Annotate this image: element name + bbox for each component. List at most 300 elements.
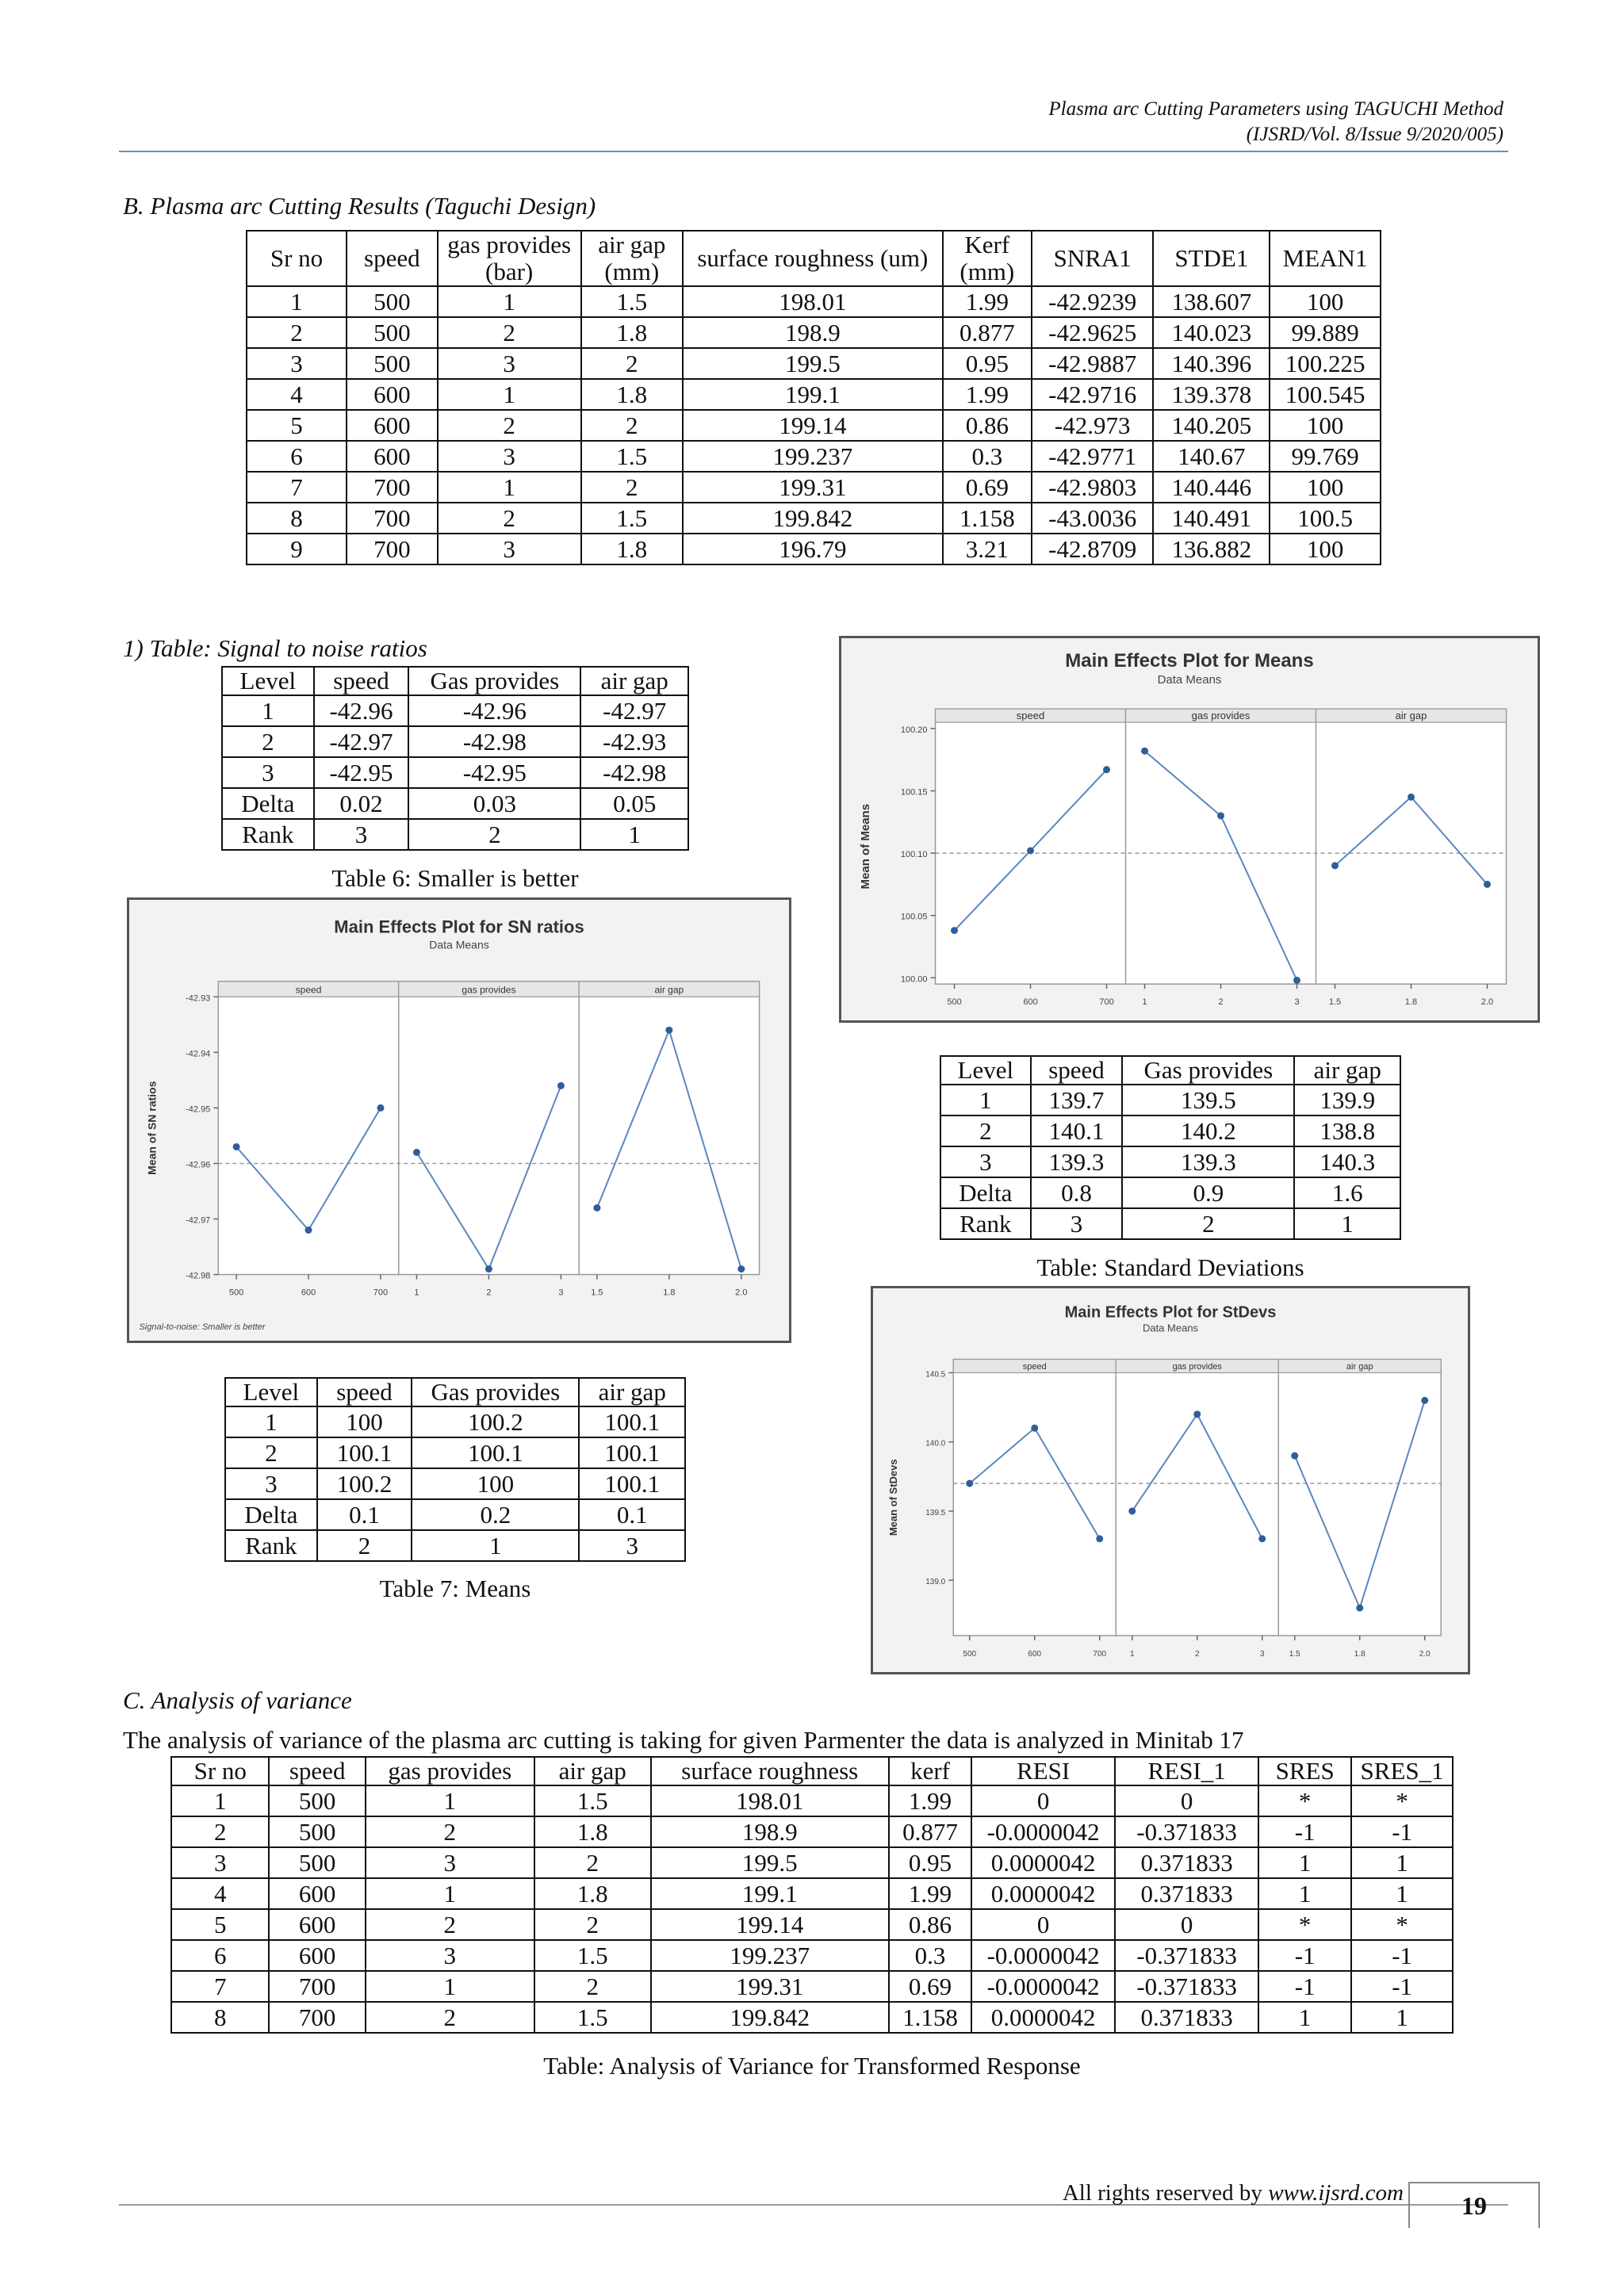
table-cell: 2 xyxy=(222,726,314,757)
section-b-title: B. Plasma arc Cutting Results (Taguchi Design) xyxy=(123,192,596,220)
plot-area xyxy=(936,709,1507,984)
table-cell: 0.69 xyxy=(889,1971,971,2002)
column-header: Gas provides xyxy=(1122,1056,1294,1085)
data-point xyxy=(377,1104,384,1112)
table-cell: 600 xyxy=(269,1909,365,1940)
table-cell: 139.378 xyxy=(1153,379,1270,410)
data-point xyxy=(951,927,958,934)
table-cell: -42.9716 xyxy=(1032,379,1154,410)
table-cell: 0.03 xyxy=(408,788,580,819)
data-point xyxy=(1331,862,1339,869)
table-cell: 139.5 xyxy=(1122,1085,1294,1115)
table-cell: * xyxy=(1351,1909,1453,1940)
table-cell: 1.5 xyxy=(581,286,683,317)
table-row xyxy=(247,410,1381,441)
data-point xyxy=(737,1265,745,1272)
header-rule xyxy=(119,151,1508,152)
data-point xyxy=(413,1149,420,1156)
table-row xyxy=(940,1085,1400,1115)
table-cell: 100.2 xyxy=(317,1468,412,1499)
column-header: speed xyxy=(314,667,409,695)
table-cell: 140.023 xyxy=(1153,317,1270,348)
column-header: STDE1 xyxy=(1153,231,1270,286)
section-c-text: The analysis of variance of the plasma arc cutting is taking for given Parmenter the data is analyzed in Minitab 17 xyxy=(123,1726,1244,1754)
table-cell: 1.5 xyxy=(534,1940,651,1971)
table-cell: 140.67 xyxy=(1153,441,1270,472)
table-cell: 2 xyxy=(317,1530,412,1561)
table-cell: -42.9803 xyxy=(1032,472,1154,503)
column-header: speed xyxy=(269,1757,365,1785)
table-cell: 2 xyxy=(534,1971,651,2002)
data-point xyxy=(1356,1605,1363,1612)
table-cell: 600 xyxy=(347,379,438,410)
data-point xyxy=(665,1027,672,1034)
table-cell: 0.3 xyxy=(889,1940,971,1971)
y-tick-label: 140.5 xyxy=(925,1370,946,1380)
table-cell: 1.5 xyxy=(581,503,683,534)
table-cell: 199.5 xyxy=(651,1847,889,1878)
table-cell: 136.882 xyxy=(1153,534,1270,564)
table-cell: 600 xyxy=(269,1878,365,1909)
y-tick-label: -42.97 xyxy=(186,1215,211,1226)
data-point xyxy=(1128,1507,1136,1514)
table-cell: * xyxy=(1258,1785,1351,1816)
table-cell: 198.9 xyxy=(651,1816,889,1847)
table-cell: 1.8 xyxy=(581,379,683,410)
table-cell: 1 xyxy=(366,1971,534,2002)
y-tick-label: -42.95 xyxy=(186,1104,211,1115)
table-row xyxy=(171,1785,1453,1816)
x-tick-label: 700 xyxy=(373,1288,389,1298)
table-cell: 700 xyxy=(347,534,438,564)
column-header: SRES xyxy=(1258,1757,1351,1785)
table-cell: 198.01 xyxy=(651,1785,889,1816)
data-point xyxy=(1141,748,1148,755)
panel-name: speed xyxy=(1016,709,1045,721)
table-cell: -42.96 xyxy=(314,695,409,726)
chart-footnote: Signal-to-noise: Smaller is better xyxy=(139,1322,266,1332)
column-header: speed xyxy=(1031,1056,1123,1085)
table-cell: Delta xyxy=(940,1177,1031,1208)
table-cell: 2 xyxy=(1122,1208,1294,1239)
y-tick-label: 100.05 xyxy=(900,912,928,922)
x-tick-label: 2.0 xyxy=(1480,997,1494,1008)
plot-area xyxy=(953,1360,1441,1636)
table-cell: 140.3 xyxy=(1294,1146,1400,1177)
chart-title: Main Effects Plot for SN ratios xyxy=(334,916,584,937)
table-cell: -42.973 xyxy=(1032,410,1154,441)
table-cell: 700 xyxy=(347,472,438,503)
table-cell: 199.237 xyxy=(683,441,943,472)
y-tick-label: -42.98 xyxy=(186,1271,211,1281)
running-header xyxy=(1048,97,1503,147)
table-cell: -42.9625 xyxy=(1032,317,1154,348)
data-point xyxy=(1484,881,1491,888)
table-cell: 3 xyxy=(247,348,347,379)
table-cell: 2 xyxy=(171,1816,269,1847)
table-cell: 199.5 xyxy=(683,348,943,379)
table-cell: 100.1 xyxy=(412,1437,579,1468)
stdev-table xyxy=(940,1055,1401,1240)
y-axis-label: Mean of Means xyxy=(859,803,873,890)
x-tick-label: 3 xyxy=(558,1288,564,1298)
table-cell: 1.99 xyxy=(943,286,1032,317)
x-tick-label: 700 xyxy=(1093,1650,1107,1659)
table-row xyxy=(225,1437,685,1468)
table-cell: 1 xyxy=(1294,1208,1400,1239)
column-header: Sr no xyxy=(171,1757,269,1785)
table-cell: 3 xyxy=(225,1468,317,1499)
table-cell: 9 xyxy=(247,534,347,564)
column-header: MEAN1 xyxy=(1270,231,1381,286)
y-tick-label: -42.96 xyxy=(186,1160,211,1170)
table-row xyxy=(247,286,1381,317)
table-row xyxy=(225,1468,685,1499)
table-cell: 0.0000042 xyxy=(971,1878,1115,1909)
table-cell: 2 xyxy=(438,410,581,441)
table-cell: 1.158 xyxy=(943,503,1032,534)
table-cell: 2 xyxy=(225,1437,317,1468)
table-cell: 2 xyxy=(247,317,347,348)
page-number: 19 xyxy=(1408,2182,1540,2228)
table-cell: Rank xyxy=(222,819,314,850)
column-header: SNRA1 xyxy=(1032,231,1154,286)
table-cell: 0.9 xyxy=(1122,1177,1294,1208)
table-cell: 500 xyxy=(347,286,438,317)
table-cell: 199.1 xyxy=(651,1878,889,1909)
x-tick-label: 3 xyxy=(1259,1650,1265,1659)
x-tick-label: 1.8 xyxy=(663,1288,676,1298)
table-cell: 1 xyxy=(222,695,314,726)
table-cell: 0.86 xyxy=(889,1909,971,1940)
table-cell: 1.8 xyxy=(581,534,683,564)
table-cell: 1.8 xyxy=(534,1816,651,1847)
table-cell: -42.98 xyxy=(580,757,688,788)
table-row xyxy=(940,1115,1400,1146)
footer-rights-text: All rights reserved by xyxy=(1062,2180,1262,2206)
table-cell: 100 xyxy=(1270,472,1381,503)
data-point xyxy=(1031,1425,1038,1432)
table-cell: 1.8 xyxy=(581,317,683,348)
section-c-title: C. Analysis of variance xyxy=(123,1686,352,1714)
data-point xyxy=(1421,1397,1428,1404)
table-cell: 3 xyxy=(438,534,581,564)
data-point xyxy=(593,1204,600,1211)
table-cell: 1 xyxy=(1351,1878,1453,1909)
table-cell: 0.0000042 xyxy=(971,2002,1115,2033)
y-tick-label: 100.20 xyxy=(900,725,928,735)
table-cell: 6 xyxy=(171,1940,269,1971)
table-cell: -0.371833 xyxy=(1115,1940,1258,1971)
table-cell: 700 xyxy=(347,503,438,534)
panel-name: air gap xyxy=(654,984,684,996)
table-cell: -42.95 xyxy=(314,757,409,788)
table-cell: 3 xyxy=(438,348,581,379)
table-row xyxy=(247,317,1381,348)
data-point xyxy=(1096,1535,1103,1542)
table-cell: 3 xyxy=(366,1940,534,1971)
table-cell: 0.2 xyxy=(412,1499,579,1530)
table-row xyxy=(171,1940,1453,1971)
y-axis-label: Mean of SN ratios xyxy=(145,1081,159,1175)
column-header: speed xyxy=(347,231,438,286)
table-row xyxy=(247,534,1381,564)
table-cell: 1 xyxy=(171,1785,269,1816)
data-point xyxy=(233,1143,240,1150)
table-cell: 0.371833 xyxy=(1115,2002,1258,2033)
footer-rights xyxy=(1063,2180,1404,2206)
table-cell: 100.545 xyxy=(1270,379,1381,410)
table-cell: 8 xyxy=(171,2002,269,2033)
table-cell: 500 xyxy=(347,348,438,379)
y-tick-label: -42.94 xyxy=(186,1049,211,1059)
table-cell: -0.0000042 xyxy=(971,1940,1115,1971)
table-cell: 199.14 xyxy=(683,410,943,441)
sn-table-caption: Table 6: Smaller is better xyxy=(331,864,579,892)
x-tick-label: 1.5 xyxy=(1289,1650,1300,1659)
table-cell: -43.0036 xyxy=(1032,503,1154,534)
table-row xyxy=(247,503,1381,534)
x-tick-label: 2 xyxy=(486,1288,492,1298)
table-cell: 2 xyxy=(581,472,683,503)
table-row xyxy=(940,1177,1400,1208)
x-tick-label: 600 xyxy=(1023,997,1038,1008)
table-cell: 139.3 xyxy=(1031,1146,1123,1177)
x-tick-label: 600 xyxy=(301,1288,316,1298)
table-cell: 1 xyxy=(438,286,581,317)
column-header: air gap xyxy=(579,1378,685,1406)
table-cell: 138.607 xyxy=(1153,286,1270,317)
table-cell: 3 xyxy=(1031,1208,1123,1239)
y-tick-label: 100.00 xyxy=(900,974,928,985)
table-cell: 3 xyxy=(366,1847,534,1878)
x-tick-label: 1.5 xyxy=(1328,997,1342,1008)
data-point xyxy=(1193,1410,1201,1418)
table-cell: 500 xyxy=(269,1847,365,1878)
table-cell: Delta xyxy=(222,788,314,819)
table-cell: 0.1 xyxy=(317,1499,412,1530)
table-cell: -1 xyxy=(1258,1971,1351,2002)
column-header: Sr no xyxy=(247,231,347,286)
table-cell: 0.05 xyxy=(580,788,688,819)
data-point xyxy=(966,1480,973,1487)
table-cell: 2 xyxy=(438,317,581,348)
table-cell: 1 xyxy=(1258,1847,1351,1878)
table-cell: -0.0000042 xyxy=(971,1816,1115,1847)
table-cell: 5 xyxy=(171,1909,269,1940)
x-tick-label: 1 xyxy=(1129,1650,1135,1659)
table-cell: -42.9887 xyxy=(1032,348,1154,379)
x-tick-label: 3 xyxy=(1294,997,1300,1008)
table-cell: 2 xyxy=(408,819,580,850)
table-cell: -42.95 xyxy=(408,757,580,788)
table-cell: 6 xyxy=(247,441,347,472)
table-cell: 2 xyxy=(366,1909,534,1940)
table-row xyxy=(171,1878,1453,1909)
table-cell: 0.95 xyxy=(943,348,1032,379)
table-cell: 5 xyxy=(247,410,347,441)
x-tick-label: 2 xyxy=(1194,1650,1200,1659)
table-cell: 500 xyxy=(269,1816,365,1847)
table-cell: 0 xyxy=(971,1909,1115,1940)
table-cell: 3 xyxy=(438,441,581,472)
table-cell: 1 xyxy=(940,1085,1031,1115)
table-cell: 0.3 xyxy=(943,441,1032,472)
table-cell: 198.01 xyxy=(683,286,943,317)
x-tick-label: 1.8 xyxy=(1354,1650,1365,1659)
table-cell: 1 xyxy=(247,286,347,317)
table-cell: 99.769 xyxy=(1270,441,1381,472)
table-cell: * xyxy=(1258,1909,1351,1940)
table-row xyxy=(940,1146,1400,1177)
table-cell: 600 xyxy=(269,1940,365,1971)
table-cell: 140.446 xyxy=(1153,472,1270,503)
table-cell: 199.31 xyxy=(683,472,943,503)
table-cell: -1 xyxy=(1351,1816,1453,1847)
table-cell: 0.371833 xyxy=(1115,1878,1258,1909)
table-cell: -42.8709 xyxy=(1032,534,1154,564)
column-header: RESI xyxy=(971,1757,1115,1785)
table-row xyxy=(225,1499,685,1530)
panel-name: gas provides xyxy=(1172,1362,1222,1372)
column-header: Gas provides xyxy=(408,667,580,695)
column-header: Level xyxy=(225,1378,317,1406)
table-cell: 1 xyxy=(412,1530,579,1561)
table-cell: 4 xyxy=(171,1878,269,1909)
table-cell: 199.14 xyxy=(651,1909,889,1940)
column-header: kerf xyxy=(889,1757,971,1785)
anova-table xyxy=(170,1756,1454,2034)
sn-main-effects-chart xyxy=(127,897,791,1343)
means-table-caption: Table 7: Means xyxy=(379,1575,531,1602)
table-cell: 500 xyxy=(269,1785,365,1816)
table-cell: 140.1 xyxy=(1031,1115,1123,1146)
table-cell: 2 xyxy=(438,503,581,534)
table-cell: -42.9239 xyxy=(1032,286,1154,317)
x-tick-label: 600 xyxy=(1028,1650,1042,1659)
table-cell: 3 xyxy=(314,819,409,850)
table-row xyxy=(171,1847,1453,1878)
header-line-2: (IJSRD/Vol. 8/Issue 9/2020/005) xyxy=(1246,124,1503,145)
x-tick-label: 1 xyxy=(1142,997,1147,1008)
table-cell: 500 xyxy=(347,317,438,348)
table-cell: -42.96 xyxy=(408,695,580,726)
table-cell: 7 xyxy=(247,472,347,503)
table-cell: 139.7 xyxy=(1031,1085,1123,1115)
x-tick-label: 1.8 xyxy=(1404,997,1418,1008)
column-header: air gap xyxy=(580,667,688,695)
table-cell: 2 xyxy=(366,2002,534,2033)
x-tick-label: 500 xyxy=(228,1288,244,1298)
table-cell: 1.5 xyxy=(534,2002,651,2033)
data-point xyxy=(485,1265,492,1272)
table-cell: 140.205 xyxy=(1153,410,1270,441)
table-cell: 3 xyxy=(222,757,314,788)
column-header: gas provides xyxy=(366,1757,534,1785)
column-header: SRES_1 xyxy=(1351,1757,1453,1785)
table-cell: 1 xyxy=(366,1785,534,1816)
x-tick-label: 2.0 xyxy=(735,1288,748,1298)
data-point xyxy=(305,1226,312,1234)
table-cell: 100 xyxy=(317,1406,412,1437)
panel-name: speed xyxy=(295,984,322,996)
table-row xyxy=(247,348,1381,379)
table-cell: 1.5 xyxy=(534,1785,651,1816)
table-cell: -42.97 xyxy=(580,695,688,726)
table-cell: 0.95 xyxy=(889,1847,971,1878)
table-cell: 196.79 xyxy=(683,534,943,564)
table-cell: -0.0000042 xyxy=(971,1971,1115,2002)
table-cell: 1.5 xyxy=(581,441,683,472)
means-table xyxy=(224,1377,686,1562)
table-cell: -1 xyxy=(1351,1971,1453,2002)
table-cell: 1.99 xyxy=(889,1785,971,1816)
column-header: Gas provides xyxy=(412,1378,579,1406)
table-row xyxy=(940,1208,1400,1239)
table-cell: 2 xyxy=(581,410,683,441)
table-cell: -42.9771 xyxy=(1032,441,1154,472)
table-cell: 1.99 xyxy=(889,1878,971,1909)
table-cell: Rank xyxy=(940,1208,1031,1239)
x-tick-label: 1 xyxy=(414,1288,419,1298)
column-header: RESI_1 xyxy=(1115,1757,1258,1785)
sn-table-title: 1) Table: Signal to noise ratios xyxy=(123,634,427,662)
plot-area xyxy=(218,982,759,1275)
table-cell: 0.877 xyxy=(943,317,1032,348)
table-cell: 100.225 xyxy=(1270,348,1381,379)
footer-url[interactable]: www.ijsrd.com xyxy=(1268,2180,1404,2206)
chart-subtitle: Data Means xyxy=(1142,1322,1199,1334)
table-cell: 2 xyxy=(940,1115,1031,1146)
table-cell: -42.98 xyxy=(408,726,580,757)
column-header: air gap xyxy=(1294,1056,1400,1085)
table-cell: 1 xyxy=(225,1406,317,1437)
table-cell: 199.1 xyxy=(683,379,943,410)
table-cell: 1 xyxy=(1258,2002,1351,2033)
column-header: speed xyxy=(317,1378,412,1406)
table-cell: 4 xyxy=(247,379,347,410)
table-cell: -0.371833 xyxy=(1115,1816,1258,1847)
data-point xyxy=(1217,812,1224,819)
table-cell: 0.0000042 xyxy=(971,1847,1115,1878)
table-row xyxy=(225,1530,685,1561)
table-cell: * xyxy=(1351,1785,1453,1816)
table-cell: -42.97 xyxy=(314,726,409,757)
x-tick-label: 2 xyxy=(1218,997,1224,1008)
table-cell: 1.158 xyxy=(889,2002,971,2033)
header-line-1: Plasma arc Cutting Parameters using TAGUCHI Method xyxy=(1048,98,1503,120)
y-tick-label: -42.93 xyxy=(186,993,211,1004)
x-tick-label: 500 xyxy=(963,1650,977,1659)
table-cell: 2 xyxy=(534,1847,651,1878)
table-cell: 0.371833 xyxy=(1115,1847,1258,1878)
table-cell: 100.5 xyxy=(1270,503,1381,534)
table-cell: 8 xyxy=(247,503,347,534)
column-header: air gap xyxy=(534,1757,651,1785)
table-cell: 1 xyxy=(1258,1878,1351,1909)
table-cell: 3 xyxy=(171,1847,269,1878)
y-tick-label: 100.10 xyxy=(900,850,928,860)
table-cell: 100.1 xyxy=(317,1437,412,1468)
table-cell: 1 xyxy=(438,472,581,503)
sn-chart-svg xyxy=(129,900,789,1341)
table-cell: 0 xyxy=(1115,1909,1258,1940)
x-tick-label: 700 xyxy=(1099,997,1114,1008)
table-cell: -0.371833 xyxy=(1115,1971,1258,2002)
table-cell: 139.3 xyxy=(1122,1146,1294,1177)
chart-subtitle: Data Means xyxy=(429,938,489,951)
table-cell: -1 xyxy=(1351,1940,1453,1971)
